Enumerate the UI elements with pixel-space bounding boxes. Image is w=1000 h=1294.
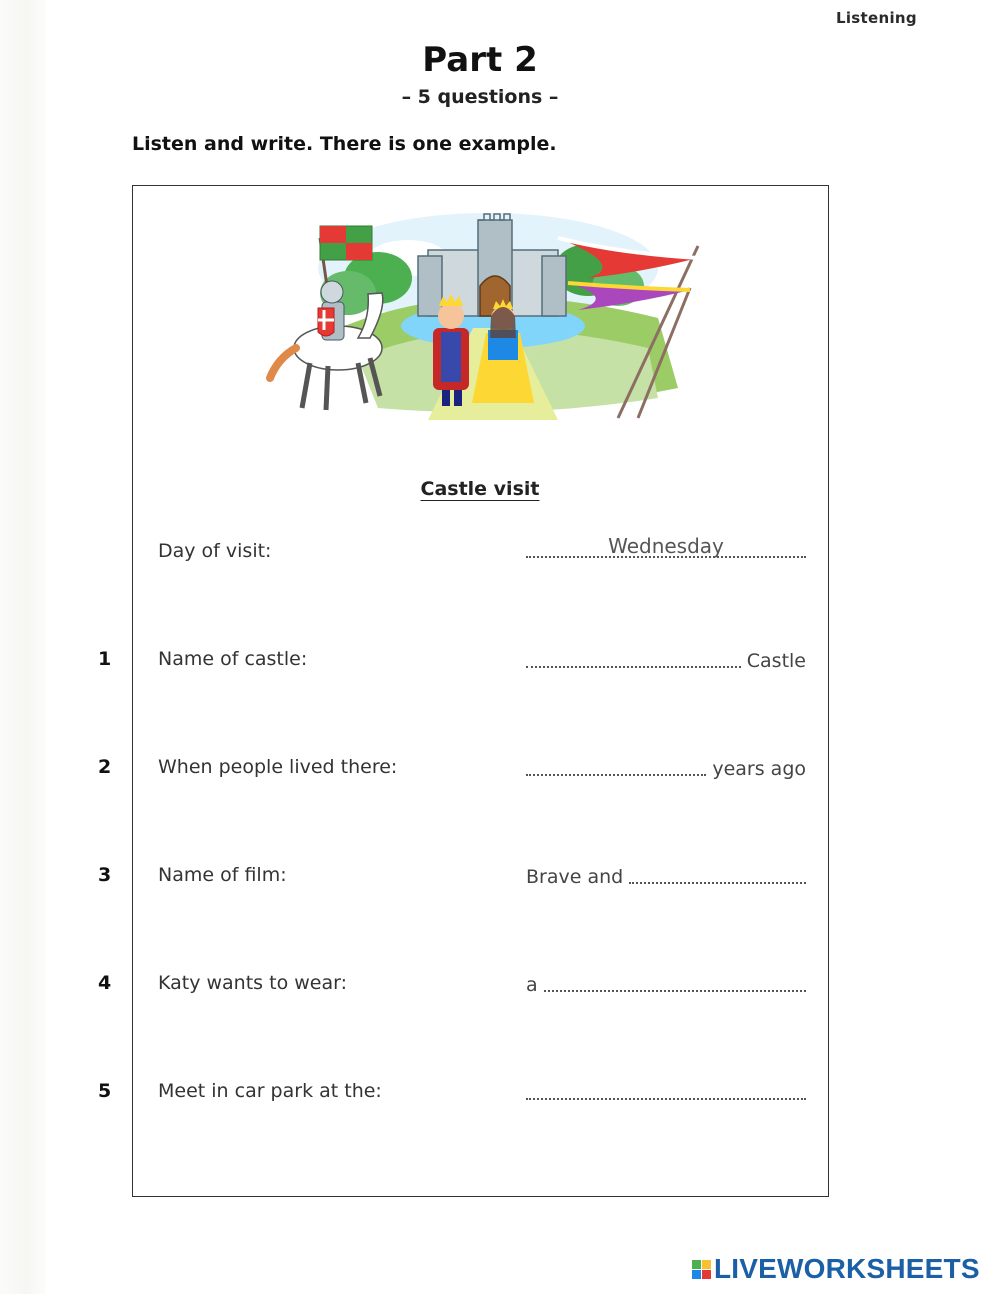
answer-prefix: Brave and — [526, 866, 624, 888]
liveworksheets-logo[interactable] — [692, 1254, 980, 1284]
example-answer-field — [526, 532, 806, 564]
dotted-line[interactable] — [526, 666, 741, 668]
question-label: Katy wants to wear: — [158, 972, 347, 994]
dotted-line[interactable] — [526, 1098, 806, 1100]
question-label: Name of castle: — [158, 648, 308, 670]
answer-suffix: years ago — [712, 758, 806, 780]
answer-suffix: Castle — [746, 650, 806, 672]
example-label: Day of visit: — [158, 540, 272, 562]
dotted-line[interactable] — [629, 882, 806, 884]
question-number: 2 — [98, 756, 112, 778]
question-label: Meet in car park at the: — [158, 1080, 382, 1102]
dotted-line[interactable] — [544, 990, 806, 992]
question-label: Name of film: — [158, 864, 287, 886]
answer-field-1[interactable] — [526, 642, 806, 674]
answer-field-4[interactable] — [526, 966, 806, 998]
answer-field-5[interactable] — [526, 1074, 806, 1106]
answer-prefix: a — [526, 974, 538, 996]
dotted-line[interactable] — [526, 774, 706, 776]
question-number: 5 — [98, 1080, 112, 1102]
answer-field-3[interactable] — [526, 858, 806, 890]
form-title: Castle visit — [420, 478, 540, 500]
question-number: 4 — [98, 972, 112, 994]
castle-illustration — [258, 198, 708, 420]
section-label: Listening — [836, 9, 917, 27]
example-answer: Wednesday — [608, 534, 724, 558]
part-title: Part 2 — [422, 40, 538, 80]
page-margin-shade — [0, 0, 46, 1294]
question-label: When people lived there: — [158, 756, 398, 778]
brand-icon — [692, 1260, 711, 1279]
brand-name: LIVEWORKSHEETS — [714, 1253, 980, 1284]
question-number: 1 — [98, 648, 112, 670]
part-subtitle: – 5 questions – — [401, 86, 559, 108]
question-number: 3 — [98, 864, 112, 886]
instruction-text: Listen and write. There is one example. — [132, 133, 557, 155]
answer-field-2[interactable] — [526, 750, 806, 782]
